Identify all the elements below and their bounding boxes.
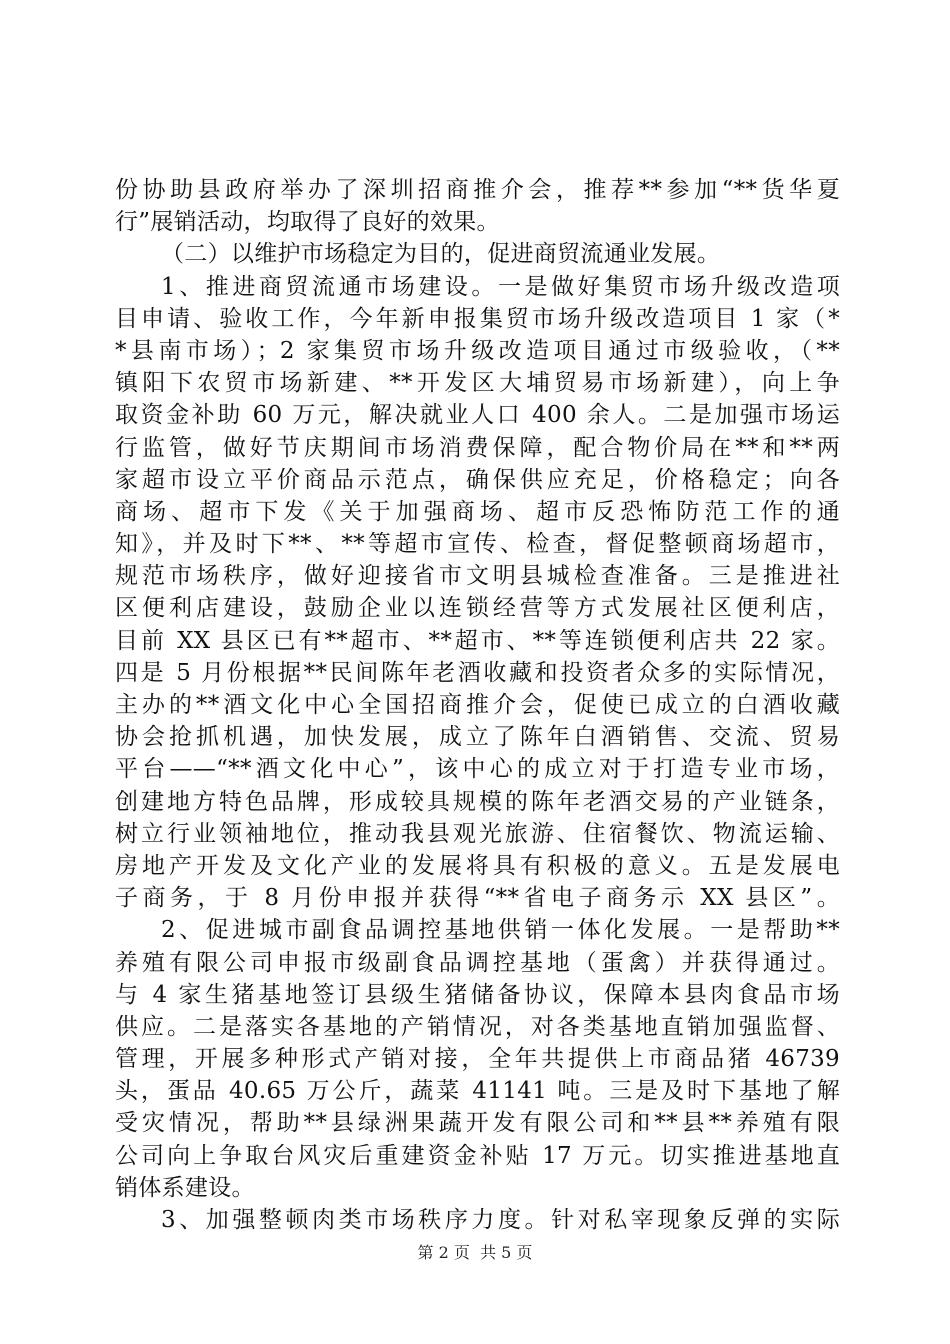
page-footer: 第 2 页 共 5 页 — [417, 1243, 533, 1262]
document-body — [115, 174, 840, 1236]
text-line: 头，蛋品 40.65 万公斤，蔬菜 41141 吨。三是及时下基地了解 — [115, 1078, 840, 1105]
text-line: 知》，并及时下**、**等超市宣传、检查，督促整顿商场超市， — [115, 531, 840, 558]
text-line: 树立行业领袖地位，推动我县观光旅游、住宿餐饮、物流运输、 — [115, 820, 840, 847]
text-line: 3、加强整顿肉类市场秩序力度。针对私宰现象反弹的实际 — [161, 1207, 840, 1233]
text-line: 与 4 家生猪基地签订县级生猪储备协议，保障本县肉食品市场 — [115, 981, 840, 1008]
text-line: 2、促进城市副食品调控基地供销一体化发展。一是帮助** — [161, 917, 840, 944]
text-line: 创建地方特色品牌，形成较具规模的陈年老酒交易的产业链条， — [115, 788, 840, 815]
text-line: 协会抢抓机遇，加快发展，成立了陈年白酒销售、交流、贸易 — [115, 724, 840, 751]
text-line: 养殖有限公司申报市级副食品调控基地（蛋禽）并获得通过。 — [115, 949, 840, 976]
text-line: 家超市设立平价商品示范点，确保供应充足，价格稳定；向各 — [115, 466, 840, 493]
text-line: 供应。二是落实各基地的产销情况，对各类基地直销加强监督、 — [115, 1013, 840, 1040]
text-line: 镇阳下农贸市场新建、**开发区大埔贸易市场新建），向上争 — [115, 370, 840, 397]
text-line: 管理，开展多种形式产销对接，全年共提供上市商品猪 46739 — [115, 1046, 840, 1073]
text-line: 区便利店建设，鼓励企业以连锁经营等方式发展社区便利店， — [115, 595, 840, 622]
text-line: 行”展销活动，均取得了良好的效果。 — [115, 209, 500, 236]
text-line: 1、推进商贸流通市场建设。一是做好集贸市场升级改造项 — [161, 273, 840, 300]
text-line: 四是 5 月份根据**民间陈年老酒收藏和投资者众多的实际情况， — [115, 659, 840, 686]
text-line: 销体系建设。 — [115, 1174, 255, 1201]
text-line: 商场、超市下发《关于加强商场、超市反恐怖防范工作的通 — [115, 498, 840, 525]
text-line: 规范市场秩序，做好迎接省市文明县城检查准备。三是推进社 — [115, 563, 840, 590]
text-line: 子商务，于 8 月份申报并获得“**省电子商务示 XX 县区”。 — [115, 885, 840, 912]
text-line: 目申请、验收工作，今年新申报集贸市场升级改造项目 1 家（* — [115, 305, 840, 332]
text-line: 行监管，做好节庆期间市场消费保障，配合物价局在**和**两 — [115, 434, 840, 461]
text-line: 平台——“**酒文化中心”，该中心的成立对于打造专业市场， — [115, 756, 840, 783]
text-line: 份协助县政府举办了深圳招商推介会，推荐**参加“**货华夏 — [115, 177, 840, 203]
text-line: 房地产开发及文化产业的发展将具有积极的意义。五是发展电 — [115, 852, 840, 879]
text-line: 目前 XX 县区已有**超市、**超市、**等连锁便利店共 22 家。 — [115, 627, 840, 654]
text-line: 主办的**酒文化中心全国招商推介会，促使已成立的白酒收藏 — [115, 692, 840, 718]
text-line: *县南市场）；2 家集贸市场升级改造项目通过市级验收，（** — [115, 337, 840, 364]
text-line: 受灾情况，帮助**县绿洲果蔬开发有限公司和**县**养殖有限 — [115, 1110, 840, 1137]
text-line: 公司向上争取台风灾后重建资金补贴 17 万元。切实推进基地直 — [115, 1142, 840, 1169]
text-line: （二）以维护市场稳定为目的，促进商贸流通业发展。 — [161, 241, 721, 268]
text-line: 取资金补助 60 万元，解决就业人口 400 余人。二是加强市场运 — [115, 402, 840, 429]
